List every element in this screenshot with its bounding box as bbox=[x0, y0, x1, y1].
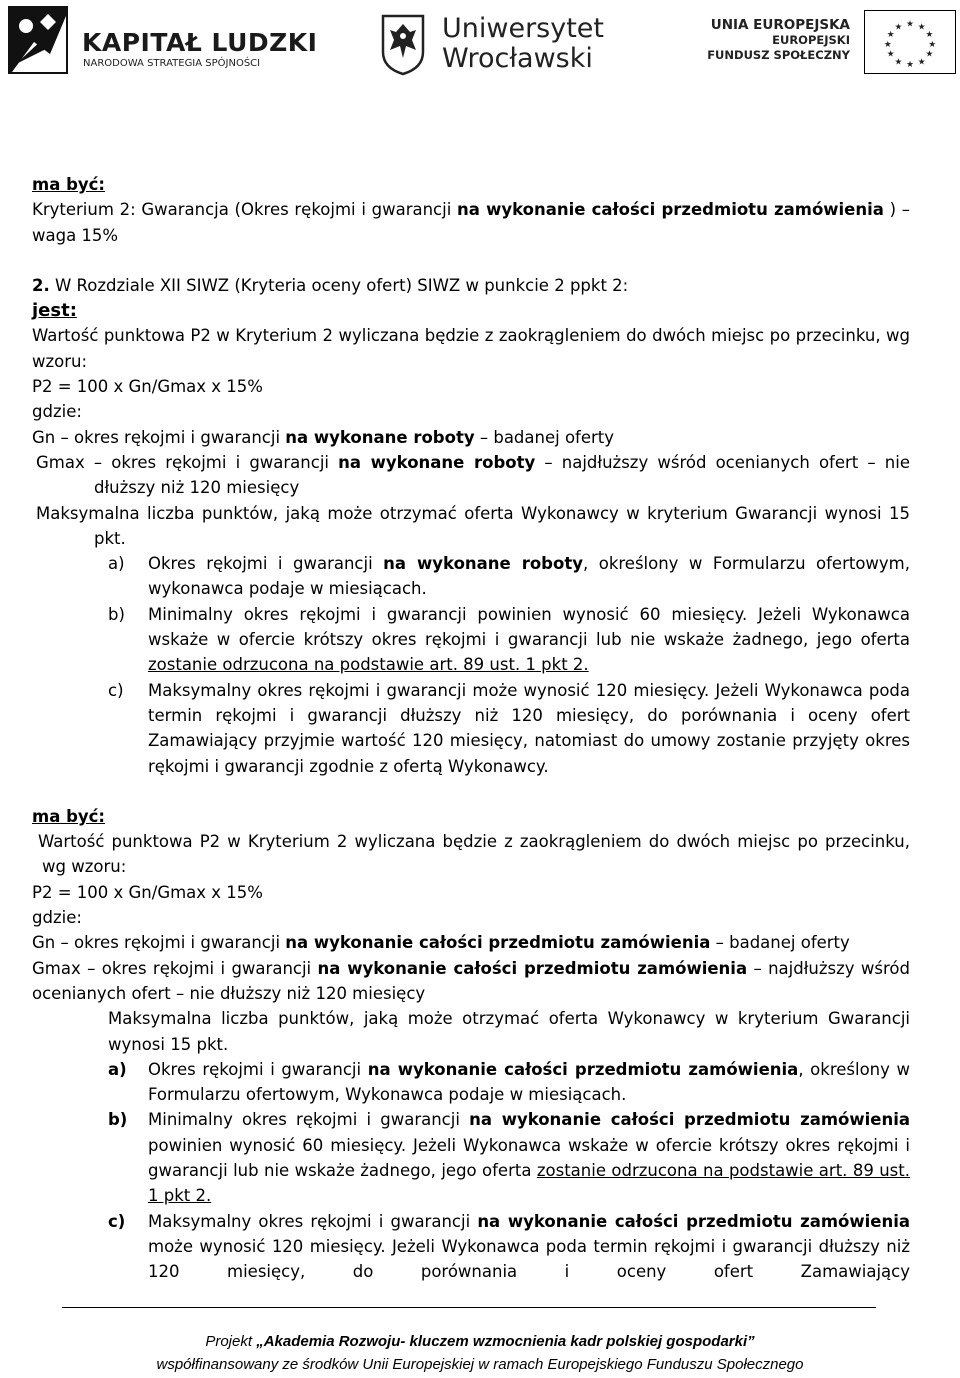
footer-project-name: „Akademia Rozwoju- kluczem wzmocnienia kadr polskiej gospodarki” bbox=[256, 1333, 755, 1350]
eu-flag-icon bbox=[864, 10, 956, 74]
gn-definition-1 bbox=[32, 425, 910, 450]
gmax2-b: na wykonanie całości przedmiotu zamówienia bbox=[317, 958, 748, 978]
gn1-a: Gn – okres rękojmi i gwarancji bbox=[32, 427, 286, 447]
ma-byc-heading-2: ma być: bbox=[32, 806, 106, 826]
list-item-a1: a) Okres rękojmi i gwarancji na wykonane roboty, określony w Formularzu ofertowym, wykonawca podaje w miesiącach. bbox=[32, 551, 910, 602]
jest-heading: jest: bbox=[32, 300, 77, 322]
svg-text:★: ★ bbox=[906, 19, 914, 30]
section-2-heading bbox=[32, 273, 910, 298]
gmax2-a: Gmax – okres rękojmi i gwarancji bbox=[32, 958, 318, 978]
gmax1-c: – najdłuższy wśród ocenianych ofert – nie dłuższy niż 120 miesięcy bbox=[94, 452, 910, 498]
eu-line3: FUNDUSZ SPOŁECZNY bbox=[707, 48, 850, 62]
gmax-definition-2 bbox=[32, 956, 910, 1007]
formula-2: P2 = 100 x Gn/Gmax x 15% bbox=[32, 882, 263, 902]
header-logos bbox=[0, 0, 960, 100]
kryterium-text-a: Kryterium 2: Gwarancja (Okres rękojmi i gwarancji bbox=[32, 200, 457, 220]
footer-divider bbox=[62, 1307, 876, 1308]
university-name-line1: Uniwersytet bbox=[442, 13, 604, 44]
svg-text:★: ★ bbox=[925, 30, 934, 41]
gn2-c: – badanej oferty bbox=[710, 933, 850, 953]
kapital-ludzki-subtitle: NARODOWA STRATEGIA SPÓJNOŚCI bbox=[83, 58, 261, 69]
footer-project-line: Projekt „Akademia Rozwoju- kluczem wzmocnienia kadr polskiej gospodarki” bbox=[205, 1333, 755, 1350]
svg-text:★: ★ bbox=[894, 22, 903, 33]
gn1-c: – badanej oferty bbox=[474, 427, 615, 447]
gdzie-1: gdzie: bbox=[32, 402, 82, 422]
svg-text:★: ★ bbox=[886, 49, 895, 60]
kapital-ludzki-logo-icon bbox=[4, 2, 72, 78]
university-name-line2: Wrocławski bbox=[442, 43, 593, 74]
svg-text:★: ★ bbox=[886, 30, 895, 41]
svg-text:★: ★ bbox=[883, 39, 892, 50]
svg-text:★: ★ bbox=[925, 49, 934, 60]
gmax1-a: Gmax – okres rękojmi i gwarancji bbox=[36, 452, 339, 472]
list-label-b1: b) bbox=[108, 604, 125, 624]
list-label-c2: c) bbox=[108, 1211, 126, 1231]
kapital-ludzki-title: KAPITAŁ LUDZKI bbox=[82, 28, 318, 57]
svg-text:★: ★ bbox=[894, 57, 903, 68]
gmax-definition-1 bbox=[32, 450, 910, 501]
kryterium-text-c: ) – waga 15% bbox=[32, 200, 910, 245]
document-body bbox=[32, 172, 910, 1284]
maks-paragraph-1: Maksymalna liczba punktów, jaką może otrzymać oferta Wykonawcy w kryterium Gwarancji wynosi 15 pkt. bbox=[36, 503, 910, 548]
list-label-a1: a) bbox=[108, 554, 125, 574]
gmax1-b: na wykonane roboty bbox=[338, 452, 536, 472]
list-item-c2: c) Maksymalny okres rękojmi i gwarancji na wykonanie całości przedmiotu zamówienia może wynosić 120 miesięcy. Jeżeli Wykonawca poda termin rękojmi i gwarancji dłuższy niż 120 miesięcy, do porównania i oceny ofert Zamawiający bbox=[32, 1209, 910, 1285]
svg-text:★: ★ bbox=[917, 22, 926, 33]
wartosc-paragraph-1: Wartość punktowa P2 w Kryterium 2 wyliczana będzie z zaokrągleniem do dwóch miejsc po przecinku, wg wzoru: bbox=[32, 326, 910, 371]
svg-text:★: ★ bbox=[917, 57, 926, 68]
section-2-text: W Rozdziale XII SIWZ (Kryteria oceny ofert) SIWZ w punkcie 2 ppkt 2: bbox=[55, 275, 629, 295]
gn1-b: na wykonane roboty bbox=[285, 427, 475, 447]
list-label-a2: a) bbox=[108, 1059, 127, 1079]
gn2-a: Gn – okres rękojmi i gwarancji bbox=[32, 933, 286, 953]
maks-paragraph-2: Maksymalna liczba punktów, jaką może otrzymać oferta Wykonawcy w kryterium Gwarancji wynosi 15 pkt. bbox=[108, 1009, 910, 1054]
svg-text:★: ★ bbox=[906, 60, 914, 71]
kryterium-text-b: na wykonanie całości przedmiotu zamówienia bbox=[457, 200, 884, 220]
gdzie-2: gdzie: bbox=[32, 908, 82, 928]
list-item-b2: b) Minimalny okres rękojmi i gwarancji na wykonanie całości przedmiotu zamówienia powinien wynosić 60 miesięcy. Jeżeli Wykonawca wskaże w ofercie krótszy okres rękojmi i gwarancji lub nie wskaże żadnego, jego oferta zostanie odrzucona na podstawie art. 89 ust. 1 pkt 2. bbox=[32, 1107, 910, 1208]
university-name bbox=[442, 14, 604, 74]
eu-line2: EUROPEJSKI bbox=[772, 33, 850, 47]
list-label-c1: c) bbox=[108, 680, 124, 700]
svg-text:★: ★ bbox=[928, 39, 937, 50]
ma-byc-heading-1: ma być: bbox=[32, 175, 106, 194]
list-label-b2: b) bbox=[108, 1110, 128, 1130]
eu-line1: UNIA EUROPEJSKA bbox=[710, 17, 850, 33]
kryterium-line bbox=[32, 197, 910, 248]
gmax2-c: – najdłuższy wśród ocenianych ofert – nie dłuższy niż 120 miesięcy bbox=[32, 958, 910, 1003]
gn2-b: na wykonanie całości przedmiotu zamówienia bbox=[285, 933, 711, 953]
university-crest-icon bbox=[380, 12, 426, 76]
formula-1: P2 = 100 x Gn/Gmax x 15% bbox=[32, 377, 263, 397]
gn-definition-2 bbox=[32, 930, 910, 955]
wartosc-paragraph-2: Wartość punktowa P2 w Kryterium 2 wyliczana będzie z zaokrągleniem do dwóch miejsc po przecinku, wg wzoru: bbox=[38, 832, 910, 877]
eu-fund-text bbox=[707, 18, 850, 63]
list-item-c1: c) Maksymalny okres rękojmi i gwarancji może wynosić 120 miesięcy. Jeżeli Wykonawca poda termin rękojmi i gwarancji dłuższy niż 120 miesięcy, do porównania i oceny ofert Zamawiający przyjmie wartość 120 miesięcy, natomiast do umowy zostanie przyjęty okres rękojmi i gwarancji zgodnie z ofertą Wykonawcy. bbox=[32, 678, 910, 779]
list-item-b1: b) Minimalny okres rękojmi i gwarancji powinien wynosić 60 miesięcy. Jeżeli Wykonawca wskaże w ofercie krótszy okres rękojmi i gwarancji lub nie wskaże żadnego, jego oferta zostanie odrzucona na podstawie art. 89 ust. 1 pkt 2. bbox=[32, 602, 910, 678]
footer-funding-line: współfinansowany ze środków Unii Europejskiej w ramach Europejskiego Funduszu Społecznego bbox=[156, 1356, 804, 1373]
list-item-a2: a) Okres rękojmi i gwarancji na wykonanie całości przedmiotu zamówienia, określony w Formularzu ofertowym, Wykonawca podaje w miesiącach. bbox=[32, 1057, 910, 1108]
section-2-number: 2. bbox=[32, 275, 50, 295]
